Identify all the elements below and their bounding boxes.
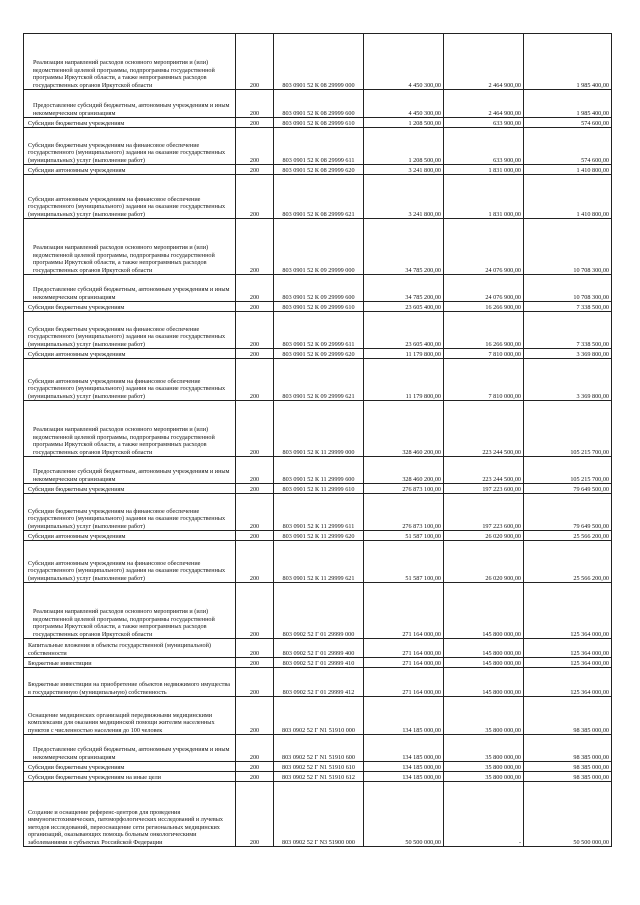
row-description: Реализация направлений расходов основного мероприятия и (или) ведомственной целевой программы, подпрограммы государственной программы Иркутской области, а также непрограммных расходов государственных органов Иркутской области (24, 219, 236, 275)
row-code: 200 (236, 401, 274, 457)
row-amount-2: 7 810 000,00 (444, 349, 524, 359)
row-description: Субсидии автономным учреждениям на финансовое обеспечение государственного (муниципального) задания на оказание государственных (муниципальных) услуг (выполнение работ) (24, 359, 236, 401)
row-classification: 803 0901 52 К 11 29999 611 (274, 494, 364, 531)
row-amount-2: 16 266 900,00 (444, 312, 524, 349)
row-amount-2: 35 800 000,00 (444, 735, 524, 762)
row-amount-2: 633 900,00 (444, 118, 524, 128)
table-row (24, 762, 612, 772)
row-amount-3: 574 600,00 (524, 128, 612, 165)
table-row (24, 457, 612, 484)
row-description: Субсидии бюджетным учреждениям на иные цели (24, 772, 236, 782)
row-amount-3: 7 338 500,00 (524, 302, 612, 312)
row-amount-1: 328 460 200,00 (364, 401, 444, 457)
row-description: Субсидии автономным учреждениям (24, 349, 236, 359)
table-row (24, 531, 612, 541)
row-code: 200 (236, 457, 274, 484)
row-amount-2: 223 244 500,00 (444, 457, 524, 484)
row-amount-1: 23 605 400,00 (364, 302, 444, 312)
row-amount-2: 145 800 000,00 (444, 658, 524, 668)
row-amount-1: 51 587 100,00 (364, 531, 444, 541)
row-amount-3: 7 338 500,00 (524, 312, 612, 349)
row-classification: 803 0902 52 Г 01 29999 412 (274, 668, 364, 697)
row-description: Субсидии бюджетным учреждениям (24, 762, 236, 772)
budget-table (23, 33, 612, 847)
row-amount-3: 25 566 200,00 (524, 531, 612, 541)
row-amount-1: 271 164 000,00 (364, 668, 444, 697)
row-amount-1: 276 873 100,00 (364, 494, 444, 531)
row-amount-3: 10 708 300,00 (524, 219, 612, 275)
row-classification: 803 0902 52 Г N1 51910 600 (274, 735, 364, 762)
row-description: Создание и оснащение референс-центров для проведения иммуногистохимических, патоморфологических исследований и лучевых методов исследований, переоснащение сети региональных медицинских организаций, оказывающих помощь больным онкологическими заболеваниями в субъектах Российской Федерации (24, 782, 236, 847)
row-code: 200 (236, 128, 274, 165)
row-amount-2: 145 800 000,00 (444, 668, 524, 697)
row-amount-3: 3 369 800,00 (524, 359, 612, 401)
row-amount-2: 35 800 000,00 (444, 762, 524, 772)
table-row (24, 735, 612, 762)
row-amount-2: 35 800 000,00 (444, 772, 524, 782)
row-amount-1: 1 208 500,00 (364, 128, 444, 165)
row-classification: 803 0902 52 Г 01 29999 000 (274, 583, 364, 639)
row-amount-3: 125 364 000,00 (524, 583, 612, 639)
row-description: Предоставление субсидий бюджетным, автономным учреждениям и иным некоммерческим организациям (24, 735, 236, 762)
row-amount-3: 3 369 800,00 (524, 349, 612, 359)
row-amount-3: 1 985 400,00 (524, 34, 612, 90)
row-code: 200 (236, 531, 274, 541)
row-classification: 803 0902 52 Г N1 51910 000 (274, 697, 364, 735)
row-amount-1: 271 164 000,00 (364, 639, 444, 658)
row-classification: 803 0901 52 К 09 29999 000 (274, 219, 364, 275)
row-classification: 803 0901 52 К 08 29999 600 (274, 90, 364, 118)
row-classification: 803 0901 52 К 11 29999 610 (274, 484, 364, 494)
table-row (24, 668, 612, 697)
row-code: 200 (236, 302, 274, 312)
row-amount-1: 4 450 300,00 (364, 90, 444, 118)
row-description: Субсидии бюджетным учреждениям на финансовое обеспечение государственного (муниципального) задания на оказание государственных (муниципальных) услуг (выполнение работ) (24, 128, 236, 165)
row-amount-2: 26 020 900,00 (444, 531, 524, 541)
row-amount-3: 1 410 800,00 (524, 175, 612, 219)
row-amount-1: 4 450 300,00 (364, 34, 444, 90)
row-amount-2: 197 223 600,00 (444, 484, 524, 494)
row-amount-3: 25 566 200,00 (524, 541, 612, 583)
row-code: 200 (236, 275, 274, 302)
row-code: 200 (236, 219, 274, 275)
row-amount-1: 134 185 000,00 (364, 697, 444, 735)
row-amount-1: 3 241 800,00 (364, 165, 444, 175)
row-code: 200 (236, 735, 274, 762)
row-amount-3: 98 385 000,00 (524, 697, 612, 735)
row-code: 200 (236, 118, 274, 128)
table-row (24, 275, 612, 302)
row-classification: 803 0902 52 Г N1 51910 610 (274, 762, 364, 772)
row-classification: 803 0902 52 Г 01 29999 400 (274, 639, 364, 658)
row-amount-1: 271 164 000,00 (364, 658, 444, 668)
table-row (24, 583, 612, 639)
row-code: 200 (236, 668, 274, 697)
row-amount-3: 1 410 800,00 (524, 165, 612, 175)
row-amount-3: 125 364 000,00 (524, 668, 612, 697)
row-amount-2: 16 266 900,00 (444, 302, 524, 312)
table-row (24, 782, 612, 847)
table-row (24, 175, 612, 219)
row-amount-2: 2 464 900,00 (444, 34, 524, 90)
row-code: 200 (236, 175, 274, 219)
row-description: Субсидии автономным учреждениям (24, 165, 236, 175)
row-classification: 803 0901 52 К 09 29999 621 (274, 359, 364, 401)
table-row (24, 401, 612, 457)
table-row (24, 349, 612, 359)
row-amount-2: 633 900,00 (444, 128, 524, 165)
row-description: Субсидии бюджетным учреждениям на финансовое обеспечение государственного (муниципального) задания на оказание государственных (муниципальных) услуг (выполнение работ) (24, 312, 236, 349)
row-description: Субсидии бюджетным учреждениям на финансовое обеспечение государственного (муниципального) задания на оказание государственных (муниципальных) услуг (выполнение работ) (24, 494, 236, 531)
row-amount-2: 197 223 600,00 (444, 494, 524, 531)
row-description: Предоставление субсидий бюджетным, автономным учреждениям и иным некоммерческим организациям (24, 275, 236, 302)
row-description: Субсидии автономным учреждениям (24, 531, 236, 541)
row-amount-1: 134 185 000,00 (364, 735, 444, 762)
row-code: 200 (236, 697, 274, 735)
table-row (24, 658, 612, 668)
row-amount-2: 1 831 000,00 (444, 165, 524, 175)
row-amount-1: 23 605 400,00 (364, 312, 444, 349)
row-description: Оснащение медицинских организаций передвижными медицинскими комплексами для оказания медицинской помощи жителям населенных пунктов с численностью населения до 100 человек (24, 697, 236, 735)
row-amount-3: 98 385 000,00 (524, 762, 612, 772)
row-classification: 803 0901 52 К 11 29999 620 (274, 531, 364, 541)
row-amount-3: 125 364 000,00 (524, 639, 612, 658)
row-amount-1: 3 241 800,00 (364, 175, 444, 219)
row-amount-2: 145 800 000,00 (444, 583, 524, 639)
row-amount-3: 98 385 000,00 (524, 772, 612, 782)
row-amount-3: 79 649 500,00 (524, 484, 612, 494)
row-amount-3: 105 215 700,00 (524, 457, 612, 484)
row-classification: 803 0901 52 К 09 29999 611 (274, 312, 364, 349)
row-description: Субсидии бюджетным учреждениям (24, 302, 236, 312)
row-description: Капитальные вложения в объекты государственной (муниципальной) собственности (24, 639, 236, 658)
row-amount-1: 134 185 000,00 (364, 762, 444, 772)
row-code: 200 (236, 658, 274, 668)
row-code: 200 (236, 312, 274, 349)
row-code: 200 (236, 762, 274, 772)
row-classification: 803 0901 52 К 11 29999 000 (274, 401, 364, 457)
row-amount-1: 50 500 000,00 (364, 782, 444, 847)
row-classification: 803 0901 52 К 08 29999 621 (274, 175, 364, 219)
row-amount-2: 26 020 900,00 (444, 541, 524, 583)
row-amount-2: 24 076 900,00 (444, 275, 524, 302)
row-description: Субсидии бюджетным учреждениям (24, 118, 236, 128)
row-description: Реализация направлений расходов основного мероприятия и (или) ведомственной целевой программы, подпрограммы государственной программы Иркутской области, а также непрограммных расходов государственных органов Иркутской области (24, 583, 236, 639)
row-amount-1: 11 179 800,00 (364, 349, 444, 359)
row-description: Субсидии автономным учреждениям на финансовое обеспечение государственного (муниципального) задания на оказание государственных (муниципальных) услуг (выполнение работ) (24, 541, 236, 583)
row-amount-2: 1 831 000,00 (444, 175, 524, 219)
row-amount-1: 1 208 500,00 (364, 118, 444, 128)
row-description: Реализация направлений расходов основного мероприятия и (или) ведомственной целевой программы, подпрограммы государственной программы Иркутской области, а также непрограммных расходов государственных органов Иркутской области (24, 401, 236, 457)
row-description: Бюджетные инвестиции (24, 658, 236, 668)
row-classification: 803 0901 52 К 08 29999 000 (274, 34, 364, 90)
row-amount-3: 10 708 300,00 (524, 275, 612, 302)
table-row (24, 34, 612, 90)
row-description: Субсидии бюджетным учреждениям (24, 484, 236, 494)
table-row (24, 697, 612, 735)
table-row (24, 639, 612, 658)
row-description: Субсидии автономным учреждениям на финансовое обеспечение государственного (муниципального) задания на оказание государственных (муниципальных) услуг (выполнение работ) (24, 175, 236, 219)
row-amount-2: 223 244 500,00 (444, 401, 524, 457)
row-classification: 803 0902 52 Г N3 51900 000 (274, 782, 364, 847)
row-amount-2: 7 810 000,00 (444, 359, 524, 401)
row-code: 200 (236, 541, 274, 583)
row-amount-3: 79 649 500,00 (524, 494, 612, 531)
row-amount-1: 34 785 200,00 (364, 275, 444, 302)
row-amount-1: 276 873 100,00 (364, 484, 444, 494)
row-amount-1: 34 785 200,00 (364, 219, 444, 275)
row-amount-3: 125 364 000,00 (524, 658, 612, 668)
row-code: 200 (236, 165, 274, 175)
row-amount-2: 2 464 900,00 (444, 90, 524, 118)
table-row (24, 484, 612, 494)
table-row (24, 302, 612, 312)
row-classification: 803 0901 52 К 11 29999 600 (274, 457, 364, 484)
budget-table-body (24, 34, 612, 847)
row-classification: 803 0902 52 Г N1 51910 612 (274, 772, 364, 782)
row-code: 200 (236, 90, 274, 118)
row-amount-3: 1 985 400,00 (524, 90, 612, 118)
table-row (24, 312, 612, 349)
row-amount-1: 134 185 000,00 (364, 772, 444, 782)
row-classification: 803 0901 52 К 09 29999 620 (274, 349, 364, 359)
table-row (24, 165, 612, 175)
row-classification: 803 0901 52 К 08 29999 610 (274, 118, 364, 128)
table-row (24, 118, 612, 128)
row-description: Предоставление субсидий бюджетным, автономным учреждениям и иным некоммерческим организациям (24, 90, 236, 118)
row-amount-2: 145 800 000,00 (444, 639, 524, 658)
row-classification: 803 0901 52 К 09 29999 610 (274, 302, 364, 312)
table-row (24, 772, 612, 782)
row-code: 200 (236, 349, 274, 359)
row-description: Реализация направлений расходов основного мероприятия и (или) ведомственной целевой программы, подпрограммы государственной программы Иркутской области, а также непрограммных расходов государственных органов Иркутской области (24, 34, 236, 90)
row-amount-3: 574 600,00 (524, 118, 612, 128)
table-row (24, 541, 612, 583)
row-code: 200 (236, 782, 274, 847)
row-classification: 803 0901 52 К 09 29999 600 (274, 275, 364, 302)
row-description: Предоставление субсидий бюджетным, автономным учреждениям и иным некоммерческим организациям (24, 457, 236, 484)
row-amount-1: 11 179 800,00 (364, 359, 444, 401)
table-row (24, 90, 612, 118)
row-code: 200 (236, 359, 274, 401)
row-code: 200 (236, 494, 274, 531)
row-classification: 803 0901 52 К 08 29999 611 (274, 128, 364, 165)
row-amount-3: 98 385 000,00 (524, 735, 612, 762)
row-description: Бюджетные инвестиции на приобретение объектов недвижимого имущества в государственную (муниципальную) собственность (24, 668, 236, 697)
row-amount-1: 51 587 100,00 (364, 541, 444, 583)
row-amount-1: 328 460 200,00 (364, 457, 444, 484)
row-amount-1: 271 164 000,00 (364, 583, 444, 639)
row-classification: 803 0901 52 К 08 29999 620 (274, 165, 364, 175)
row-code: 200 (236, 639, 274, 658)
table-row (24, 359, 612, 401)
row-code: 200 (236, 772, 274, 782)
row-amount-2: - (444, 782, 524, 847)
row-amount-3: 105 215 700,00 (524, 401, 612, 457)
row-amount-2: 24 076 900,00 (444, 219, 524, 275)
row-code: 200 (236, 484, 274, 494)
row-code: 200 (236, 34, 274, 90)
table-row (24, 219, 612, 275)
row-classification: 803 0902 52 Г 01 29999 410 (274, 658, 364, 668)
row-code: 200 (236, 583, 274, 639)
table-row (24, 128, 612, 165)
table-row (24, 494, 612, 531)
row-amount-2: 35 800 000,00 (444, 697, 524, 735)
row-classification: 803 0901 52 К 11 29999 621 (274, 541, 364, 583)
row-amount-3: 50 500 000,00 (524, 782, 612, 847)
